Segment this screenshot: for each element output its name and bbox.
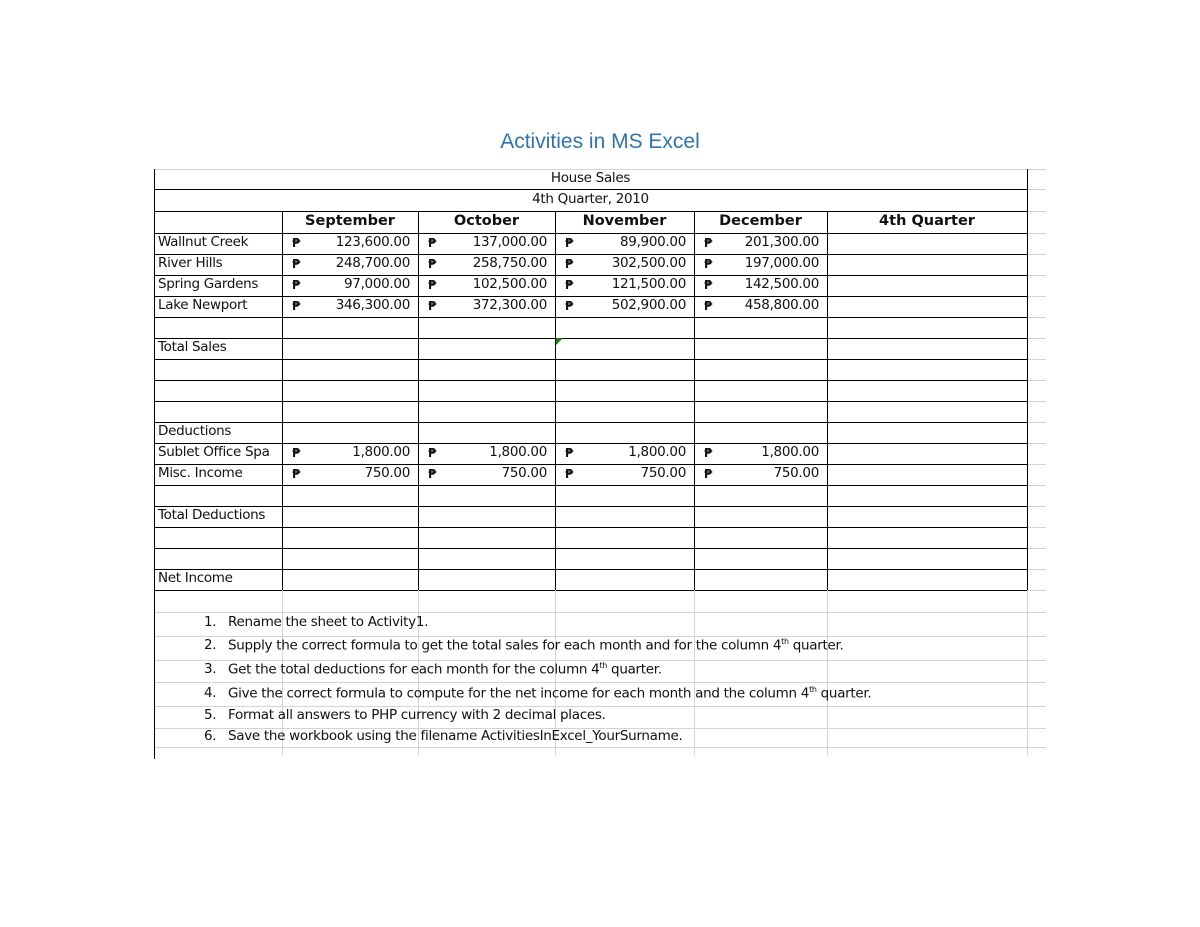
grid-vline [1027,211,1028,590]
peso-sign: ₱ [292,257,301,271]
grid-hline [154,506,1027,507]
peso-sign: ₱ [704,299,713,313]
peso-sign: ₱ [565,278,574,292]
instruction-number: 4. [204,685,217,701]
row-label: Misc. Income [158,465,243,481]
peso-sign: ₱ [704,236,713,250]
grid-hline [1027,296,1046,297]
peso-sign: ₱ [565,446,574,460]
grid-vline [555,211,556,590]
grid-hline [1027,401,1046,402]
amount-cell: 258,750.00 [472,255,547,271]
grid-hline [1027,189,1046,190]
net-income-label: Net Income [158,570,233,586]
grid-hline [1027,443,1046,444]
grid-hline [154,485,1027,486]
grid-hline [154,464,1027,465]
row-label: Spring Gardens [158,276,259,292]
grid-hline [154,443,1027,444]
amount-cell: 102,500.00 [472,276,547,292]
grid-hline [1027,359,1046,360]
amount-cell: 750.00 [640,465,686,481]
instruction-item [204,661,1004,679]
grid-hline [154,317,1027,318]
instruction-item [204,614,1004,632]
grid-hline [154,612,1046,613]
grid-hline [154,682,1046,683]
amount-cell: 197,000.00 [744,255,819,271]
grid-hline [1027,275,1046,276]
peso-sign: ₱ [292,278,301,292]
instruction-number: 2. [204,637,217,653]
grid-hline [1027,590,1046,591]
instruction-text [228,661,662,678]
amount-cell: 123,600.00 [335,234,410,250]
grid-hline [154,338,1027,339]
amount-cell: 121,500.00 [611,276,686,292]
grid-vline [154,590,155,759]
column-header-october: October [453,213,520,229]
peso-sign: ₱ [565,299,574,313]
spreadsheet-grid [154,169,1046,759]
peso-sign: ₱ [704,467,713,481]
grid-vline [418,211,419,590]
grid-vline [282,211,283,590]
sheet-title: House Sales [550,170,631,186]
peso-sign: ₱ [428,299,437,313]
amount-cell: 458,800.00 [744,297,819,313]
instruction-superscript: th [781,637,789,646]
grid-hline [1027,548,1046,549]
grid-hline [154,590,1027,591]
amount-cell: 750.00 [501,465,547,481]
column-header-december: December [719,213,802,229]
column-header-september: September [305,213,395,229]
grid-hline [154,527,1027,528]
grid-vline [694,211,695,590]
amount-cell: 750.00 [364,465,410,481]
total-deductions-label: Total Deductions [158,507,266,523]
amount-cell: 1,800.00 [352,444,410,460]
amount-cell: 142,500.00 [744,276,819,292]
amount-cell: 1,800.00 [761,444,819,460]
grid-hline [1027,380,1046,381]
instruction-item [204,707,1004,725]
instruction-number: 5. [204,707,217,723]
instruction-text [228,637,843,654]
peso-sign: ₱ [292,299,301,313]
peso-sign: ₱ [428,236,437,250]
peso-sign: ₱ [428,278,437,292]
instruction-item [204,728,1004,746]
instruction-text-part: Get the total deductions for each month for the column 4 [228,661,600,678]
grid-hline [154,189,1027,190]
grid-hline [154,747,1046,748]
instruction-item [204,637,1004,655]
grid-hline [154,359,1027,360]
grid-vline [1027,169,1028,211]
amount-cell: 201,300.00 [744,234,819,250]
grid-hline [1027,485,1046,486]
instruction-text-part: Give the correct formula to compute for the net income for each month and the column 4 [228,685,810,702]
grid-vline [827,211,828,590]
amount-cell: 89,900.00 [619,234,686,250]
grid-hline [1027,569,1046,570]
instruction-text [228,685,871,702]
peso-sign: ₱ [292,236,301,250]
amount-cell: 97,000.00 [343,276,410,292]
grid-hline [154,233,1027,234]
instruction-item [204,685,1004,703]
row-label: Sublet Office Spa [158,444,270,460]
instruction-text: Format all answers to PHP currency with 2 decimal places. [228,707,606,723]
instruction-number: 1. [204,614,217,630]
grid-hline [154,401,1027,402]
total-sales-label: Total Sales [158,339,227,355]
amount-cell: 1,800.00 [489,444,547,460]
grid-hline [154,422,1027,423]
amount-cell: 750.00 [773,465,819,481]
column-header-4th-quarter: 4th Quarter [879,213,975,229]
instruction-text: Rename the sheet to Activity1. [228,614,429,630]
amount-cell: 502,900.00 [611,297,686,313]
error-indicator-icon [556,338,563,345]
instruction-number: 6. [204,728,217,744]
grid-hline [154,380,1027,381]
row-label: Lake Newport [158,297,248,313]
amount-cell: 346,300.00 [335,297,410,313]
peso-sign: ₱ [565,257,574,271]
grid-hline [154,254,1027,255]
instruction-superscript: th [599,661,608,670]
peso-sign: ₱ [428,257,437,271]
grid-hline [154,296,1027,297]
amount-cell: 248,700.00 [335,255,410,271]
grid-hline [1027,527,1046,528]
instruction-superscript: th [809,685,817,694]
sheet-subtitle: 4th Quarter, 2010 [532,191,649,207]
peso-sign: ₱ [292,467,301,481]
instruction-text-part: Supply the correct formula to get the total sales for each month and for the column 4 [228,637,782,654]
grid-hline [154,275,1027,276]
instruction-text: Save the workbook using the filename ActivitiesInExcel_YourSurname. [228,728,683,744]
amount-cell: 372,300.00 [472,297,547,313]
row-label: Wallnut Creek [158,234,249,250]
amount-cell: 137,000.00 [472,234,547,250]
peso-sign: ₱ [704,278,713,292]
grid-hline [154,548,1027,549]
amount-cell: 302,500.00 [611,255,686,271]
grid-hline [1027,464,1046,465]
grid-hline [1027,233,1046,234]
grid-hline [1027,169,1046,170]
instruction-text-part: quarter. [607,661,662,678]
peso-sign: ₱ [428,446,437,460]
peso-sign: ₱ [704,446,713,460]
grid-hline [1027,422,1046,423]
instruction-number: 3. [204,661,217,677]
column-header-november: November [582,213,667,229]
instruction-text-part: quarter. [788,637,844,654]
grid-hline [1027,506,1046,507]
peso-sign: ₱ [704,257,713,271]
document-title: Activities in MS Excel [500,130,700,153]
peso-sign: ₱ [565,467,574,481]
deductions-label: Deductions [158,423,232,439]
peso-sign: ₱ [292,446,301,460]
peso-sign: ₱ [565,236,574,250]
grid-hline [154,569,1027,570]
amount-cell: 1,800.00 [628,444,686,460]
peso-sign: ₱ [428,467,437,481]
grid-hline [1027,211,1046,212]
grid-hline [1027,254,1046,255]
grid-hline [154,211,1027,212]
instruction-text-part: quarter. [816,685,872,702]
grid-hline [1027,317,1046,318]
grid-hline [1027,338,1046,339]
row-label: River Hills [158,255,223,271]
